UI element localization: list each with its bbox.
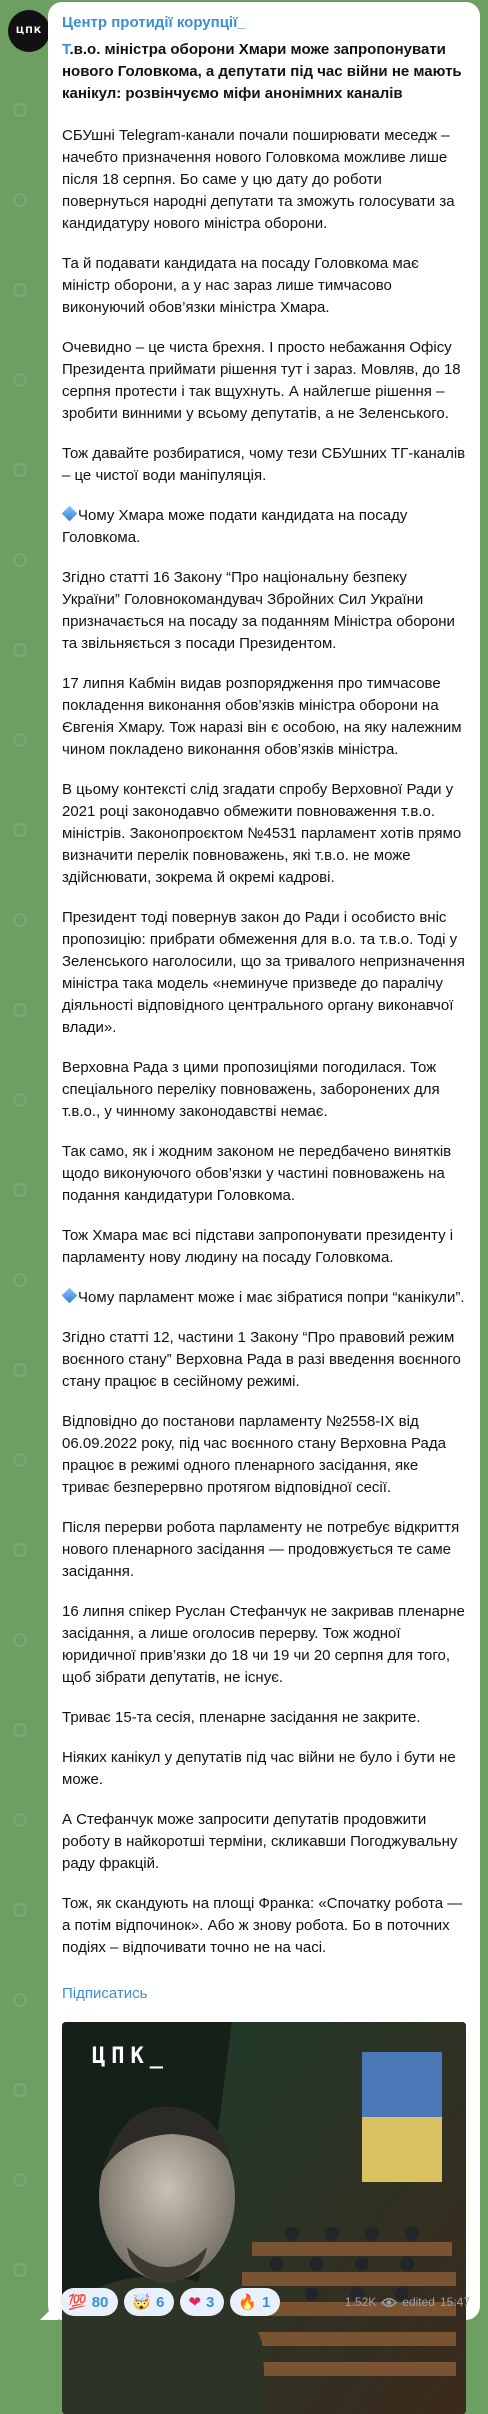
reaction-fire[interactable] (230, 2288, 280, 2316)
hundred-points-icon: 💯 (68, 2293, 87, 2311)
post-paragraph: Триває 15-та сесія, пленарне засідання не закрите. (62, 1709, 421, 1726)
image-logo-text: ЦПК_ (92, 2044, 169, 2069)
post-paragraph: А Стефанчук може запросити депутатів продовжити роботу в найкоротші терміни, скликавши Погоджувальну раду фракцій. (62, 1811, 458, 1872)
fire-icon: 🔥 (238, 2293, 258, 2311)
view-count: 1.52K (344, 2295, 377, 2309)
eye-icon (381, 2297, 397, 2308)
section-heading-text: Чому Хмара може подати кандидата на посаду Головкома. (62, 507, 408, 546)
message-meta (345, 2295, 470, 2309)
heart-icon: ❤ (188, 2293, 201, 2311)
post-paragraph: 16 липня спікер Руслан Стефанчук не закривав пленарне засідання, а лише оголосив перерву. Тож жодної юридичної прив’язки до 18 чи 19 чи 20 серпня для того, щоб зібрати депутатів, не існує. (62, 1603, 465, 1686)
post-title (62, 39, 466, 105)
post-paragraph: Так само, як і жодним законом не передбачено винятків щодо виконуючого обов’язки у частині повноважень на подання кандидатури Головкома. (62, 1143, 452, 1204)
post-paragraph: В цьому контексті слід згадати спробу Верховної Ради у 2021 році законодавчо обмежити повноваження т.в.о. міністрів. Законопроєктом №4531 парламент хотів прямо визначити перелік повноважень, які т.в.о. не може здійснювати, зокрема й окремі кадрові. (62, 781, 462, 886)
section-heading-text: Чому парламент може і має зібратися попри “канікули”. (78, 1289, 465, 1306)
post-paragraph: Після перерви робота парламенту не потребує відкриття нового пленарного засідання — продовжується те саме засідання. (62, 1519, 460, 1580)
message-bubble (48, 2, 480, 2320)
post-paragraph: Згідно статті 16 Закону “Про національну безпеку України” Головнокомандувач Збройних Сил України призначається на посаду за поданням Міністра оборони та звільняється з посади Президентом. (62, 569, 455, 652)
reaction-mind-blown[interactable] (124, 2288, 174, 2316)
post-paragraph: Президент тоді повернув закон до Ради і особисто вніс пропозицію: прибрати обмеження для в.о. та т.в.о. Тоді у Зеленського наголосили, що за тривалого непризначення міністра така модель «неминуче призведе до паралічу діяльності відповідного центрального органу виконавчої влади». (62, 909, 465, 1036)
reaction-count: 80 (91, 2293, 109, 2311)
channel-avatar-text: ЦПК (15, 26, 43, 36)
reaction-count: 1 (262, 2293, 271, 2311)
post-paragraph: Відповідно до постанови парламенту №2558-IX від 06.09.2022 року, під час воєнного стану Верховна Рада працює в режимі одного пленарного засідання, яке триває безперервно протягом відповідної сесії. (62, 1413, 446, 1496)
blue-diamond-icon (62, 506, 78, 522)
post-image-art (62, 2022, 466, 2414)
mind-blown-icon: 🤯 (132, 2293, 152, 2311)
reaction-count: 3 (205, 2293, 215, 2311)
message-time: 15:47 (439, 2295, 470, 2309)
post-paragraph: Верховна Рада з цими пропозиціями погодилася. Тож спеціального переліку повноважень, заборонених для т.в.о., у чинному законодавстві немає. (62, 1059, 440, 1120)
post-title-text: .в.о. міністра оборони Хмари може запропонувати нового Головкома, а депутати під час війни не мають канікул: розвінчуємо міфи анонімних каналів (62, 41, 462, 102)
post-paragraph: Тож Хмара має всі підстави запропонувати президенту і парламенту нову людину на посаду Головкома. (62, 1227, 454, 1266)
reaction-hundred[interactable] (60, 2288, 118, 2316)
post-section-heading (62, 505, 466, 549)
post-paragraph: Та й подавати кандидата на посаду Головкома має міністр оборони, а у нас зараз лише тимчасово виконуючий обов’язки міністра Хмара. (62, 255, 419, 316)
channel-name[interactable]: Центр протидії корупції_ (62, 14, 246, 31)
reaction-heart[interactable] (180, 2288, 224, 2316)
channel-avatar[interactable] (8, 10, 50, 52)
blue-diamond-icon (62, 1288, 78, 1304)
edited-label: edited (402, 2295, 435, 2309)
post-paragraph: Згідно статті 12, частини 1 Закону “Про правовий режим воєнного стану” Верховна Рада в разі введення воєнного стану працює в сесійному режимі. (62, 1329, 461, 1390)
post-paragraph: Ніяких канікул у депутатів під час війни не було і бути не може. (62, 1749, 456, 1788)
post-section-heading (62, 1287, 466, 1309)
post-paragraph: 17 липня Кабмін видав розпорядження про тимчасове покладення виконання обов’язків міністра оборони на Євгенія Хмару. Тож наразі він є особою, на яку належним чином покладено виконання обов’язків міністра. (62, 675, 462, 758)
post-paragraph: СБУшні Telegram-канали почали поширювати меседж – начебто призначення нового Головкома можливе лише після 18 серпня. Бо саме у цю дату до роботи повернуться народні депутати та зможуть голосувати за кандидатуру нового міністра оборони. (62, 127, 455, 232)
post-title-first-letter: Т (62, 41, 70, 58)
subscribe-link[interactable]: Підписатись (62, 1985, 148, 2002)
reaction-count: 6 (156, 2293, 165, 2311)
post-paragraph: Тож, як скандують на площі Франка: «Спочатку робота — а потім відпочинок». Або ж знову робота. Бо в поточних подіях – відпочивати точно не на часі. (62, 1895, 463, 1956)
post-paragraph: Тож давайте розбиратися, чому тези СБУшних ТГ-каналів – це чистої води маніпуляція. (62, 445, 466, 484)
post-paragraph: Очевидно – це чиста брехня. І просто небажання Офісу Президента приймати рішення тут і зараз. Мовляв, до 18 серпня протести і так вщухнуть. А найлегше рішення – зробити винними у всьому депутатів, а не Зеленського. (62, 339, 461, 422)
post-image[interactable] (62, 2022, 466, 2414)
reactions-bar (60, 2288, 280, 2316)
